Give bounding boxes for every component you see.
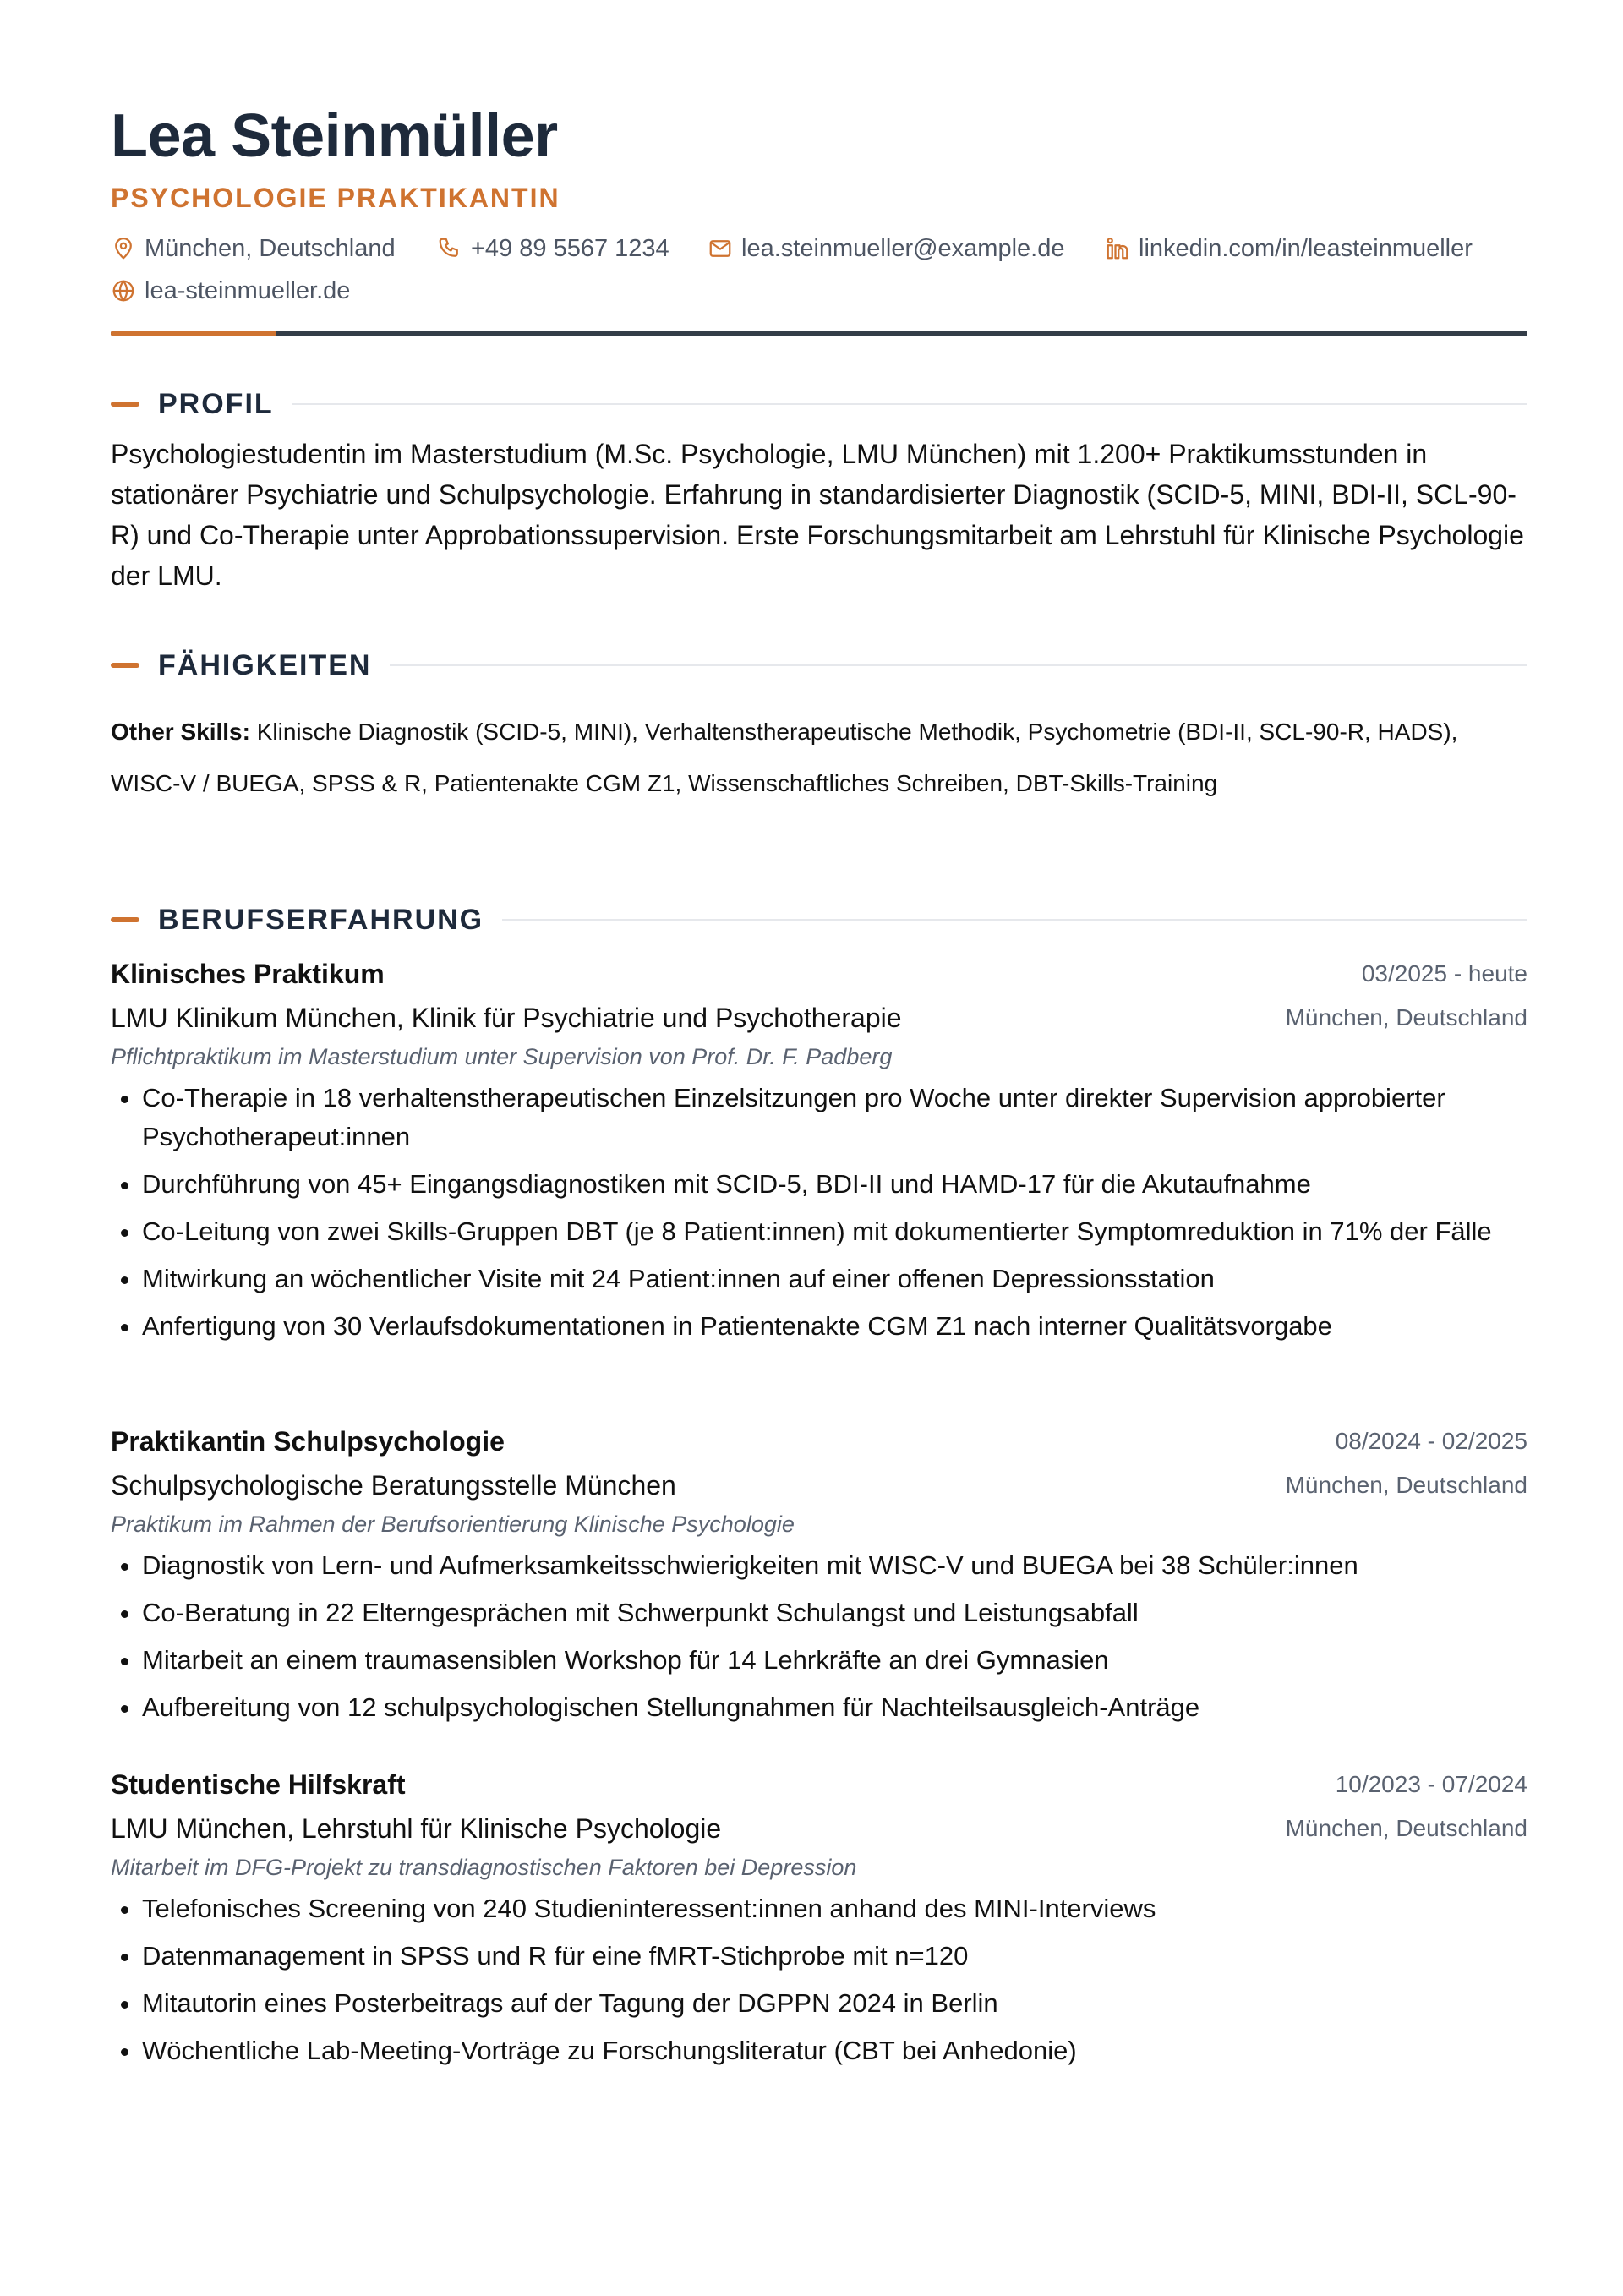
header-divider [111, 331, 1527, 336]
job-entry [111, 1766, 1527, 2079]
section-title-experience: BERUFSERFAHRUNG [158, 903, 484, 936]
job-bullet: • Wöchentliche Lab-Meeting-Vorträge zu Forschungsliteratur (CBT bei Anhedonie) [142, 2031, 1527, 2070]
job-bullet: • Mitwirkung an wöchentlicher Visite mit 24 Patient:innen auf einer offenen Depressionsstation [142, 1260, 1527, 1298]
contact-linkedin-text: linkedin.com/in/leasteinmueller [1139, 235, 1473, 262]
job-note: Praktikum im Rahmen der Berufsorientierung Klinische Psychologie [111, 1512, 795, 1537]
job-bullet: • Co-Beratung in 22 Elterngesprächen mit Schwerpunkt Schulangst und Leistungsabfall [142, 1594, 1527, 1632]
job-title: Praktikantin Schulpsychologie [111, 1426, 505, 1457]
skills-list: Klinische Diagnostik (SCID-5, MINI), Verhaltenstherapeutische Methodik, Psychometrie (BDI-II, SCL-90-R, HADS), WISC-V / BUEGA, SPSS & R, Patientenakte CGM Z1, Wissenschaftliches Schreiben, DBT-Skills-Training [111, 719, 1458, 796]
job-title: Studentische Hilfskraft [111, 1769, 406, 1800]
job-location: München, Deutschland [1285, 1815, 1527, 1841]
contact-phone-text: +49 89 5567 1234 [471, 235, 669, 262]
job-location: München, Deutschland [1285, 1004, 1527, 1030]
contact-location [111, 232, 396, 265]
job-dates: 03/2025 - heute [1361, 960, 1527, 987]
job-company: Schulpsychologische Beratungsstelle München [111, 1470, 676, 1501]
contact-location-text: München, Deutschland [145, 235, 396, 262]
contact-website[interactable] [111, 275, 350, 307]
section-title-profile: PROFIL [158, 387, 274, 420]
section-rule [390, 664, 1527, 666]
job-entry [111, 1423, 1527, 1736]
job-location: München, Deutschland [1285, 1472, 1527, 1498]
job-bullet: • Aufbereitung von 12 schulpsychologischen Stellungnahmen für Nachteilsausgleich-Anträge [142, 1688, 1527, 1727]
job-bullet: • Datenmanagement in SPSS und R für eine fMRT-Stichprobe mit n=120 [142, 1937, 1527, 1976]
section-dash [111, 663, 139, 668]
contact-email[interactable] [708, 232, 1064, 265]
job-dates: 08/2024 - 02/2025 [1335, 1428, 1527, 1454]
candidate-name: Lea Steinmüller [111, 102, 558, 170]
job-company: LMU Klinikum München, Klinik für Psychiatrie und Psychotherapie [111, 1003, 902, 1033]
job-bullet: • Durchführung von 45+ Eingangsdiagnostiken mit SCID-5, BDI-II und HAMD-17 für die Akutaufnahme [142, 1165, 1527, 1204]
job-note: Mitarbeit im DFG-Projekt zu transdiagnostischen Faktoren bei Depression [111, 1855, 857, 1880]
job-company: LMU München, Lehrstuhl für Klinische Psychologie [111, 1813, 722, 1844]
contact-website-text: lea-steinmueller.de [145, 277, 351, 304]
job-bullet: • Anfertigung von 30 Verlaufsdokumentationen in Patientenakte CGM Z1 nach interner Qualitätsvorgabe [142, 1307, 1527, 1346]
job-note: Pflichtpraktikum im Masterstudium unter Supervision von Prof. Dr. F. Padberg [111, 1044, 893, 1069]
job-title: Klinisches Praktikum [111, 959, 385, 989]
job-bullets [111, 1546, 1527, 1727]
job-bullet: • Mitautorin eines Posterbeitrags auf der Tagung der DGPPN 2024 in Berlin [142, 1984, 1527, 2023]
skills-label: Other Skills: [111, 719, 250, 745]
map-pin-icon [111, 236, 136, 261]
section-rule [292, 403, 1527, 405]
mail-icon [708, 236, 733, 261]
job-bullets [111, 1889, 1527, 2070]
profile-text: Psychologiestudentin im Masterstudium (M.Sc. Psychologie, LMU München) mit 1.200+ Praktikumsstunden in stationärer Psychiatrie und Schulpsychologie. Erfahrung in standardisierter Diagnostik (SCID-5, MINI, BDI-II, SCL-90-R) und Co-Therapie unter Approbationssupervision. Erste Forschungsmitarbeit am Lehrstuhl für Klinische Psychologie der LMU. [111, 439, 1524, 591]
globe-icon [111, 278, 136, 303]
candidate-role: PSYCHOLOGIE PRAKTIKANTIN [111, 183, 560, 213]
job-bullet: • Diagnostik von Lern- und Aufmerksamkeitsschwierigkeiten mit WISC-V und BUEGA bei 38 Schüler:innen [142, 1546, 1527, 1585]
job-bullet: • Co-Leitung von zwei Skills-Gruppen DBT (je 8 Patient:innen) mit dokumentierter Symptomreduktion in 71% der Fälle [142, 1212, 1527, 1251]
job-dates: 10/2023 - 07/2024 [1335, 1771, 1527, 1797]
section-rule [502, 919, 1527, 921]
section-title-skills: FÄHIGKEITEN [158, 648, 372, 681]
section-header-skills [111, 648, 1527, 682]
job-bullets [111, 1079, 1527, 1346]
skills-text [111, 706, 1527, 809]
contact-email-text: lea.steinmueller@example.de [741, 235, 1065, 262]
phone-icon [437, 236, 462, 261]
job-entry [111, 955, 1527, 1354]
contact-linkedin[interactable] [1105, 232, 1473, 265]
section-dash [111, 402, 139, 407]
section-header-profile [111, 387, 1527, 421]
header-divider-accent [111, 331, 276, 336]
job-bullet: • Co-Therapie in 18 verhaltenstherapeutischen Einzelsitzungen pro Woche unter direkter Supervision approbierter Psychotherapeut:innen [142, 1079, 1527, 1156]
linkedin-icon [1105, 236, 1130, 261]
section-dash [111, 917, 139, 922]
job-bullet: • Mitarbeit an einem traumasensiblen Workshop für 14 Lehrkräfte an drei Gymnasien [142, 1641, 1527, 1680]
job-bullet: • Telefonisches Screening von 240 Studieninteressent:innen anhand des MINI-Interviews [142, 1889, 1527, 1928]
section-header-experience [111, 903, 1527, 937]
contact-phone[interactable] [437, 232, 669, 265]
